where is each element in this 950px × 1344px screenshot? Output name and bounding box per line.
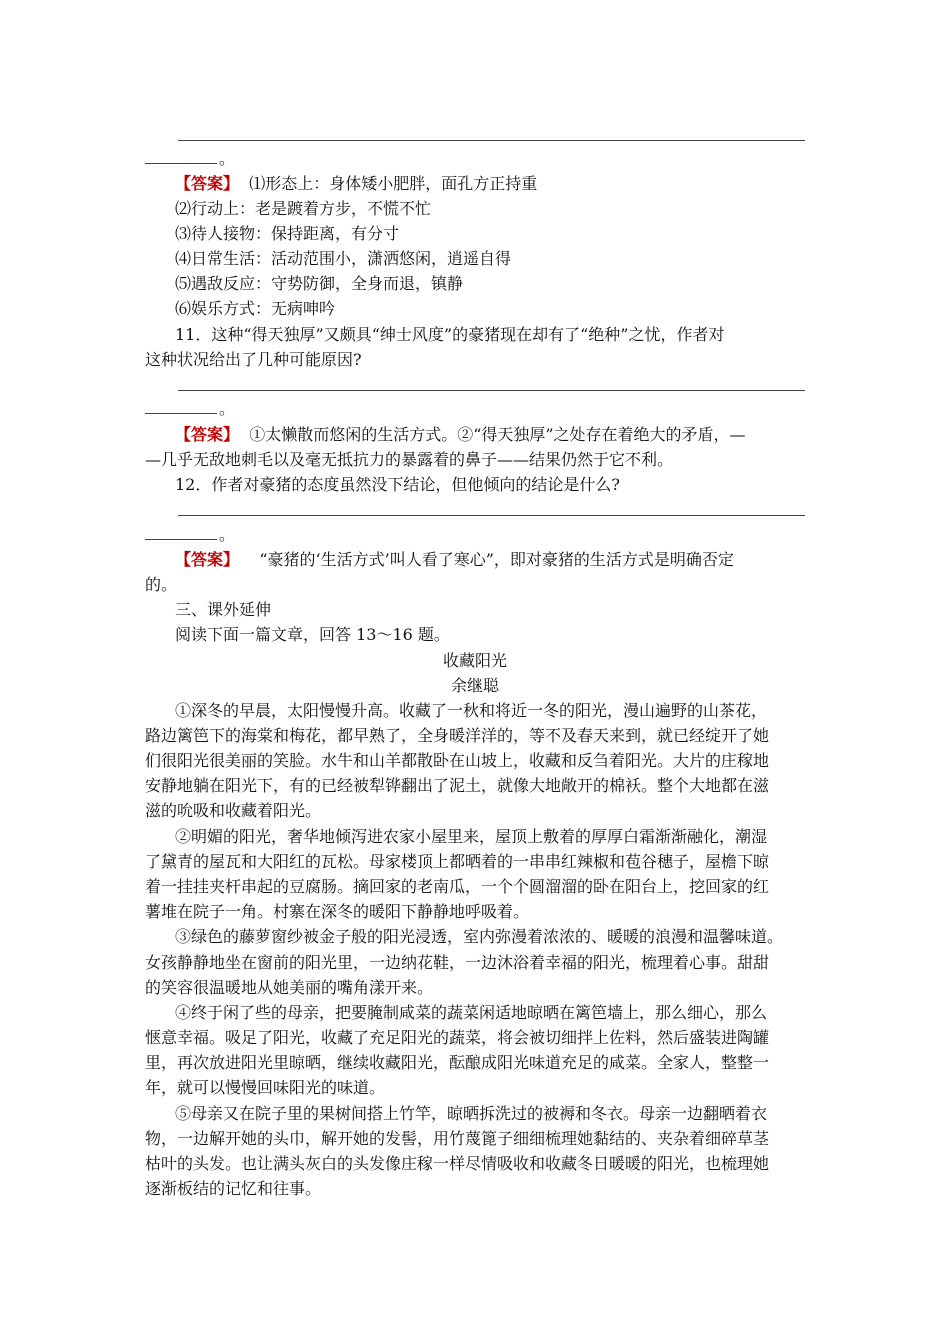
q10-answer-item: ⑵行动上：老是踱着方步，不慌不忙 — [175, 199, 432, 218]
paragraph-4-line: 年，就可以慢慢回味阳光的味道。 — [145, 1078, 386, 1097]
paragraph-5-line: 枯叶的头发。也让满头灰白的头发像庄稼一样尽情吸收和收藏冬日暖暖的阳光，也梳理她 — [145, 1154, 770, 1173]
answer-blank-line — [178, 140, 805, 141]
paragraph-4-line: 里，再次放进阳光里晾晒，继续收藏阳光，酝酿成阳光味道充足的咸菜。全家人，整整一 — [145, 1053, 770, 1072]
paragraph-4-line: ④终于闲了些的母亲，把要腌制咸菜的蔬菜闲适地晾晒在篱笆墙上，那么细心，那么 — [175, 1003, 768, 1022]
answer-blank-line — [178, 515, 805, 516]
paragraph-3-line: ③绿色的藤萝窗纱被金子般的阳光浸透，室内弥漫着浓浓的、暖暖的浪漫和温馨味道。 — [175, 927, 784, 946]
q10-answer-line — [175, 171, 805, 196]
q11-answer-line — [175, 422, 805, 447]
section-heading: 三、课外延伸 — [175, 600, 272, 619]
q11-question-cont: 这种状况给出了几种可能原因? — [145, 350, 362, 369]
paragraph-1-line: 滋的吮吸和收藏着阳光。 — [145, 801, 322, 820]
q12-answer-line — [175, 547, 805, 572]
paragraph-1-line: 路边篱笆下的海棠和梅花，都早熟了，全身暖洋洋的，等不及春天来到，就已经绽开了她 — [145, 726, 770, 745]
paragraph-4-line: 惬意幸福。吸足了阳光，收藏了充足阳光的蔬菜，将会被切细拌上佐料，然后盛装进陶罐 — [145, 1028, 770, 1047]
q10-answer-item: ⑸遇敌反应：守势防御，全身而退，镇静 — [175, 274, 464, 293]
paragraph-2-line: 了黛青的屋瓦和大阳红的瓦松。母家楼顶上都晒着的一串串红辣椒和苞谷穗子，屋檐下晾 — [145, 852, 770, 871]
answer-tag: 【答案】 — [175, 425, 240, 444]
paragraph-5-line: ⑤母亲又在院子里的果树间搭上竹竿，晾晒拆洗过的被褥和冬衣。母亲一边翻晒着衣 — [175, 1104, 768, 1123]
q10-answer-item: ⑶待人接物：保持距离，有分寸 — [175, 224, 400, 243]
q12-answer-cont: 的。 — [145, 575, 178, 594]
article-title: 收藏阳光 — [442, 651, 507, 670]
paragraph-1-line: 们很阳光很美丽的笑脸。水牛和山羊都散卧在山坡上，收藏和反刍着阳光。大片的庄稼地 — [145, 751, 770, 770]
paragraph-2-line: ②明媚的阳光，奢华地倾泻进农家小屋里来，屋顶上敷着的厚厚白霜渐渐融化，潮湿 — [175, 827, 768, 846]
answer-blank-line — [178, 390, 805, 391]
answer-blank-line-end — [145, 163, 217, 164]
period-mark: 。 — [219, 399, 236, 418]
period-mark: 。 — [219, 525, 236, 544]
answer-blank-line-end — [145, 413, 217, 414]
paragraph-2-line: 薯堆在院子一角。村寨在深冬的暖阳下静静地呼吸着。 — [145, 902, 530, 921]
paragraph-5-line: 逐渐板结的记忆和往事。 — [145, 1179, 322, 1198]
q10-answer-first: ⑴形态上：身体矮小肥胖，面孔方正持重 — [249, 174, 538, 193]
period-mark: 。 — [219, 149, 236, 168]
answer-tag: 【答案】 — [175, 550, 240, 569]
paragraph-1-line: ①深冬的早晨，太阳慢慢升高。收藏了一秋和将近一冬的阳光，漫山遍野的山茶花， — [175, 701, 768, 720]
answer-blank-line-end — [145, 539, 217, 540]
q11-answer-cont: —几乎无敌地刺毛以及毫无抵抗力的暴露着的鼻子——结果仍然于它不利。 — [145, 450, 674, 469]
paragraph-3-line: 女孩静静地坐在窗前的阳光里，一边纳花鞋，一边沐浴着幸福的阳光，梳理着心事。甜甜 — [145, 953, 770, 972]
q11-question: 11．这种“得天独厚”又颇具“绅士风度”的豪猪现在却有了“绝种”之忧，作者对 — [175, 325, 725, 344]
q12-question: 12．作者对豪猪的态度虽然没下结论，但他倾向的结论是什么? — [175, 475, 620, 494]
paragraph-2-line: 着一挂挂夹杆串起的豆腐肠。摘回家的老南瓜，一个个圆溜溜的卧在阳台上，挖回家的红 — [145, 877, 770, 896]
reading-instruction: 阅读下面一篇文章，回答 13～16 题。 — [175, 625, 450, 644]
q10-answer-item: ⑹娱乐方式：无病呻吟 — [175, 299, 336, 318]
article-author: 余继聪 — [450, 676, 499, 695]
paragraph-5-line: 物，一边解开她的头巾，解开她的发髻，用竹蔑篦子细细梳理她黏结的、夹杂着细碎草茎 — [145, 1129, 770, 1148]
q12-answer-text: “豪猪的‘生活方式’叫人看了寒心”，即对豪猪的生活方式是明确否定 — [259, 550, 734, 569]
q10-answer-item: ⑷日常生活：活动范围小，潇洒悠闲，逍遥自得 — [175, 249, 512, 268]
paragraph-1-line: 安静地躺在阳光下，有的已经被犁铧翻出了泥土，就像大地敞开的棉袄。整个大地都在滋 — [145, 776, 770, 795]
paragraph-3-line: 的笑容很温暖地从她美丽的嘴角漾开来。 — [145, 978, 434, 997]
answer-tag: 【答案】 — [175, 174, 240, 193]
q11-answer-text: ①太懒散而悠闲的生活方式。②“得天独厚”之处存在着绝大的矛盾，— — [249, 425, 746, 444]
